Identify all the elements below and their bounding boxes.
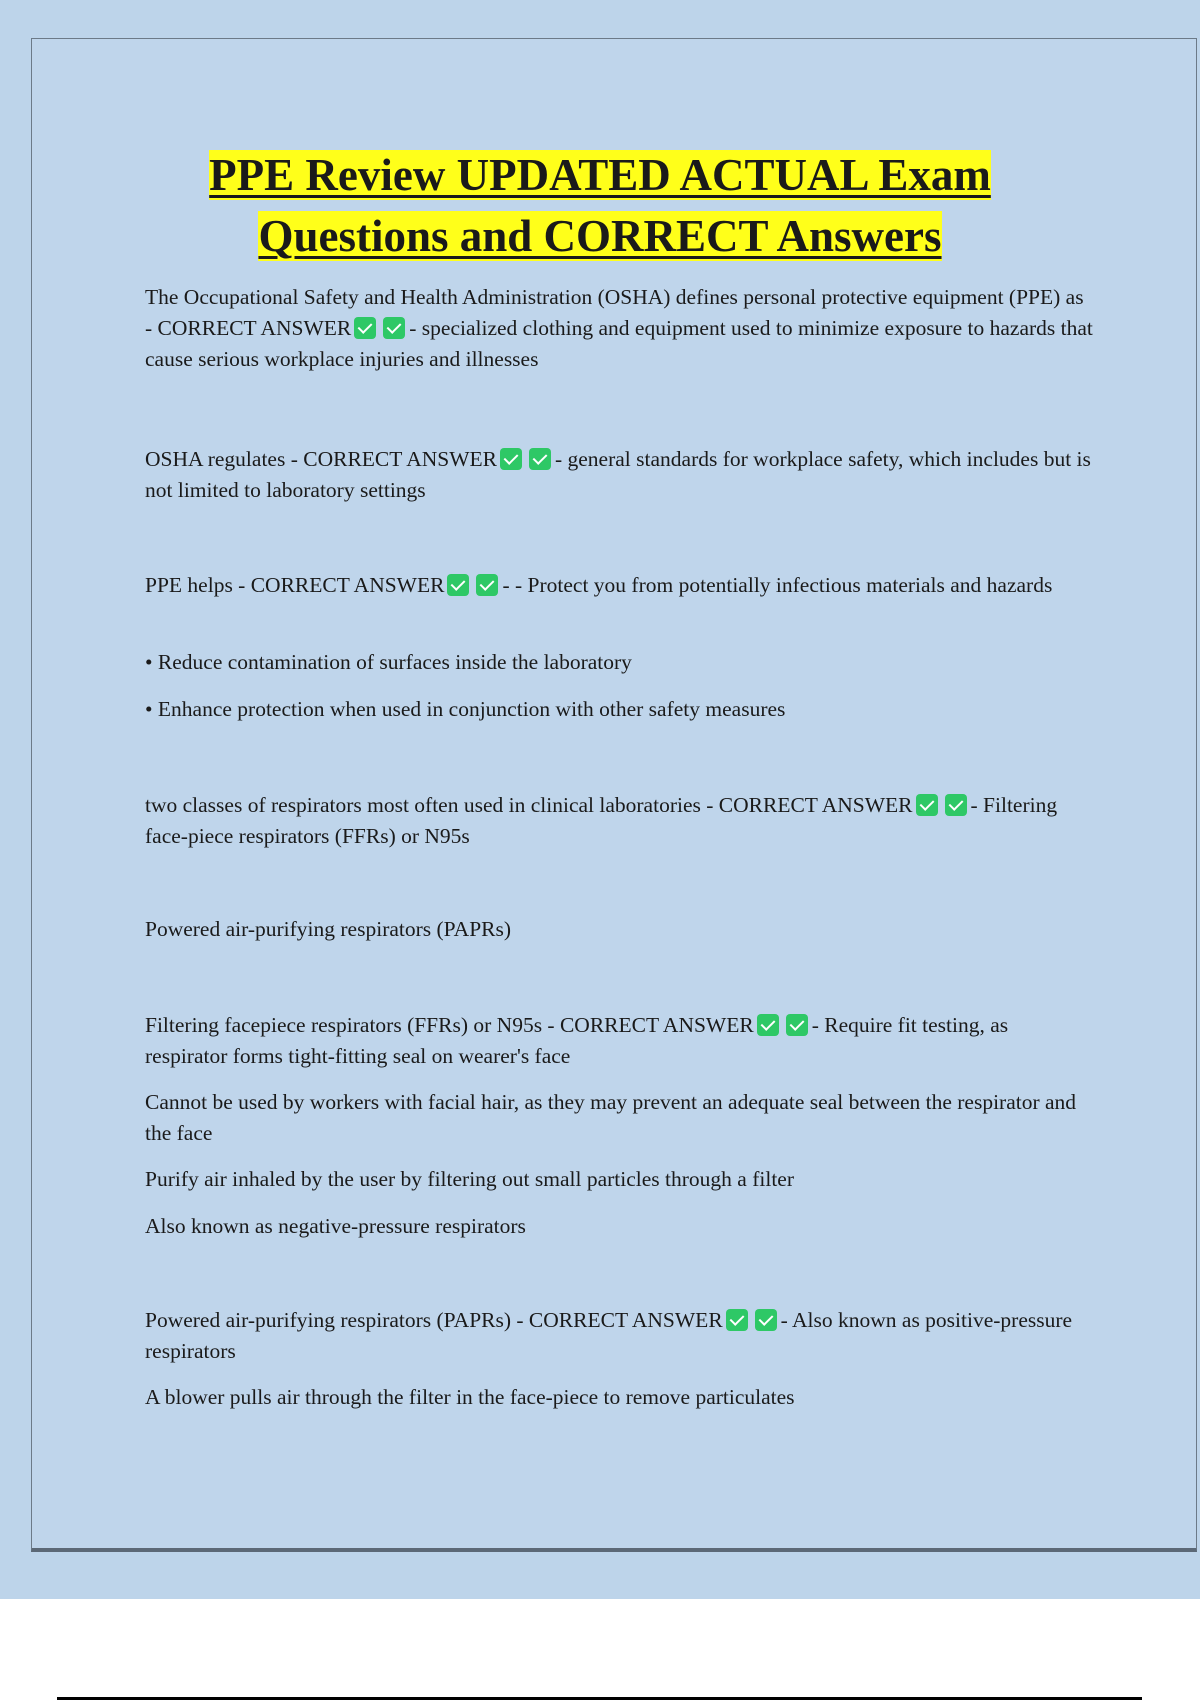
text-line: A blower pulls air through the filter in the face-piece to remove particulates	[145, 1385, 795, 1409]
bullet-item: • Enhance protection when used in conjunction with other safety measures	[145, 697, 786, 721]
title-line-1: PPE Review UPDATED ACTUAL Exam	[209, 150, 991, 200]
answer-text: - - Protect you from potentially infectious materials and hazards	[502, 573, 1053, 597]
question-text: The Occupational Safety and Health Administration (OSHA) defines personal protective equipment (PPE) as - CORRECT ANSWER	[145, 285, 1084, 340]
title-line-2: Questions and CORRECT Answers	[258, 211, 942, 261]
qa-item	[145, 790, 1095, 852]
text-line: Cannot be used by workers with facial hair, as they may prevent an adequate seal between the respirator and the face	[145, 1090, 1077, 1145]
check-box-icon	[354, 317, 376, 339]
question-text: PPE helps - CORRECT ANSWER	[145, 573, 445, 597]
check-box-icon	[476, 574, 498, 596]
qa-item	[145, 282, 1095, 375]
check-box-icon	[916, 794, 938, 816]
answer-text: - Also known as positive-pressure respirators	[145, 1308, 1073, 1363]
check-box-icon	[755, 1309, 777, 1331]
document-title	[0, 145, 1200, 267]
qa-item	[145, 444, 1095, 506]
answer-text: - general standards for workplace safety, which includes but is not limited to laboratory settings	[145, 447, 1091, 502]
check-box-icon	[786, 1014, 808, 1036]
text-line: Purify air inhaled by the user by filtering out small particles through a filter	[145, 1167, 795, 1191]
check-box-icon	[529, 448, 551, 470]
text-line: Also known as negative-pressure respirators	[145, 1214, 526, 1238]
answer-text: - Require fit testing, as respirator forms tight-fitting seal on wearer's face	[145, 1013, 1009, 1068]
qa-item	[145, 570, 1095, 601]
qa-item	[145, 1305, 1095, 1367]
question-text: OSHA regulates - CORRECT ANSWER	[145, 447, 497, 471]
check-box-icon	[945, 794, 967, 816]
check-box-icon	[383, 317, 405, 339]
bullet-item: • Reduce contamination of surfaces inside the laboratory	[145, 650, 632, 674]
check-box-icon	[726, 1309, 748, 1331]
check-box-icon	[757, 1014, 779, 1036]
answer-text: - Filtering face-piece respirators (FFRs) or N95s	[145, 793, 1058, 848]
question-text: Filtering facepiece respirators (FFRs) or N95s - CORRECT ANSWER	[145, 1013, 754, 1037]
check-box-icon	[447, 574, 469, 596]
answer-text: - specialized clothing and equipment used to minimize exposure to hazards that cause serious workplace injuries and illnesses	[145, 316, 1093, 371]
text-line: Powered air-purifying respirators (PAPRs)	[145, 917, 512, 941]
question-text: Powered air-purifying respirators (PAPRs) - CORRECT ANSWER	[145, 1308, 723, 1332]
check-box-icon	[500, 448, 522, 470]
question-text: two classes of respirators most often used in clinical laboratories - CORRECT ANSWER	[145, 793, 913, 817]
qa-item	[145, 1010, 1095, 1072]
